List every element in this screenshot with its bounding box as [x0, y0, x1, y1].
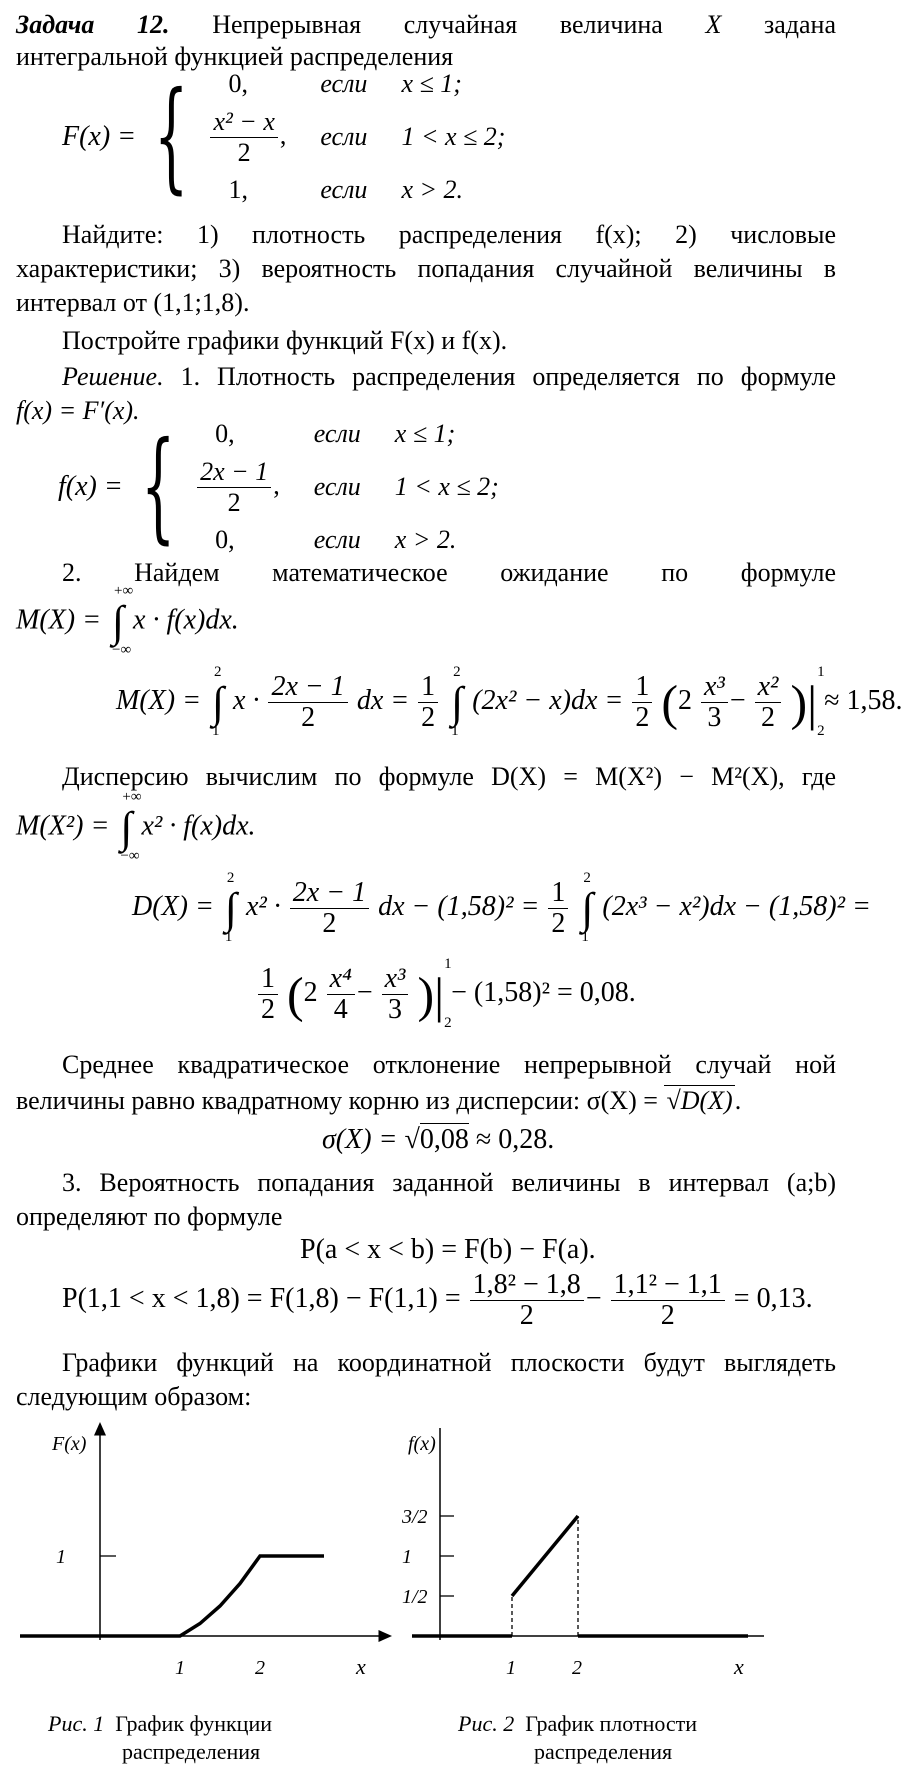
f-case-row: $\frac{2x - 1}{2}$ , если 1 < x ≤ 2; — [189, 454, 499, 520]
sigma-result: σ(X) = √0,08 ≈ 0,28. — [322, 1124, 555, 1155]
chart-f — [400, 1420, 780, 1690]
F-case-cond: 1 < x ≤ 2; — [401, 122, 506, 151]
F-case-word: если — [320, 122, 368, 151]
graphs-line-1: Графики функций на координатной плоскости будут выглядеть — [62, 1348, 836, 1377]
f-case-row — [189, 520, 499, 560]
dx-calc-line-2: $\frac{1}{2}$ (2 $\frac{\text{x⁴}}{4}$ − $\frac{\text{x³}}{3}$ )| 1 2 − (1,58)² = 0,08. — [256, 964, 636, 1025]
f-case-cond: x > 2. — [394, 525, 457, 554]
solution-text: 1. Плотность распределения определяется по формуле — [180, 362, 837, 391]
solution-line-1 — [16, 360, 836, 394]
x-tick-label: 2 — [572, 1657, 582, 1679]
F-case-row: $\frac{\text{x² − x}}{2}$ , если 1 < x ≤ 2; — [202, 104, 505, 170]
integral-sign: ∫ 2 1 — [581, 869, 594, 945]
task-line-1 — [16, 8, 836, 42]
sigma-line-2: величины равно квадратному корню из дисперсии: σ(X) = √D(X). — [16, 1086, 742, 1115]
y-tick-label: 1 — [56, 1546, 66, 1568]
f-definition — [58, 414, 499, 560]
task-line-2: интегральной функцией распределения — [16, 42, 454, 71]
f-case-word: если — [313, 472, 361, 501]
task-label: Задача 12. — [16, 10, 170, 39]
step3-line-1: 3. Вероятность попадания заданной величины в интервал (a;b) — [62, 1168, 836, 1197]
mx-calc: M(X) = ∫ 2 1 x · $\frac{2x - 1}{2}$ dx = $\frac{1}{2}$ ∫ 2 1 (2x² − x)dx = $\frac{1}{2}$ (2 $\frac{\text{x³}}{3}$ − $\frac{\text{x²}}{2}$ )| 1 2 ≈ 1,58. — [116, 663, 902, 739]
y-axis-label: f(x) — [408, 1433, 436, 1455]
f-lhs: f(x) = — [58, 471, 123, 502]
f-case-row — [189, 414, 499, 454]
disp-line-1: Дисперсию вычислим по формуле D(X) = M(X²) − M²(X), где — [62, 762, 836, 791]
caption-1: Рис. 1 График функции распределения — [48, 1711, 273, 1764]
series-line-1 — [512, 1516, 578, 1596]
caption-2: Рис. 2 График плотности распределения — [458, 1711, 698, 1764]
y-tick-label: 1/2 — [402, 1586, 428, 1608]
mx2-formula: M(X²) = ∫ +∞ −∞ x² · f(x)dx. — [16, 789, 256, 864]
solution-label: Решение. — [62, 362, 164, 391]
F-case-expr: 0, — [228, 69, 248, 98]
y-tick-label: 1 — [402, 1546, 412, 1568]
f-case-cond: 1 < x ≤ 2; — [394, 472, 499, 501]
f-brace: { — [140, 417, 176, 556]
series-line-0 — [20, 1556, 324, 1636]
prob-calc: P(1,1 < x < 1,8) = F(1,8) − F(1,1) = $\frac{\text{1,8² − 1,8}}{2}$ − $\frac{\text{1,1² − 1,1}}{2}$ = 0,13. — [62, 1269, 813, 1331]
graphs-line-2: следующим образом: — [16, 1382, 252, 1411]
y-axis-label: F(x) — [52, 1433, 87, 1455]
mx-formula: M(X) = ∫ +∞ −∞ x · f(x)dx. — [16, 583, 239, 658]
step3-line-2: определяют по формуле — [16, 1202, 283, 1231]
integral-sign: ∫ +∞ −∞ — [111, 583, 134, 658]
prob-formula: P(a < x < b) = F(b) − F(a). — [300, 1234, 596, 1265]
F-brace: { — [154, 67, 189, 206]
F-case-expr: 1, — [228, 175, 248, 204]
F-case-row — [202, 64, 505, 104]
F-definition — [62, 64, 505, 210]
F-case-cond: x ≤ 1; — [401, 69, 462, 98]
F-case-cond: x > 2. — [401, 175, 464, 204]
sqrt-dx: √D(X) — [666, 1086, 733, 1115]
f-case-cond: x ≤ 1; — [394, 419, 456, 448]
integral-sign: ∫ 2 1 — [224, 869, 237, 945]
f-case-expr: 0, — [215, 419, 235, 448]
F-lhs: F(x) = — [62, 121, 137, 152]
f-cases — [189, 414, 499, 560]
y-tick-label: 3/2 — [402, 1506, 428, 1528]
F-case-row — [202, 170, 505, 210]
chart-F — [20, 1420, 400, 1690]
build-line: Постройте графики функций F(x) и f(x). — [62, 326, 508, 355]
integral-sign: ∫ +∞ −∞ — [120, 789, 142, 864]
dx-calc-line-1: D(X) = ∫ 2 1 x² · $\frac{2x - 1}{2}$ dx − (1,58)² = $\frac{1}{2}$ ∫ 2 1 (2x³ − x²)dx − (1,58)² = — [132, 869, 871, 945]
f-case-expr: 0, — [215, 525, 235, 554]
F-case-frac: $\frac{\text{x² − x}}{2}$ — [210, 107, 277, 168]
x-axis-label: x — [734, 1654, 744, 1679]
F-case-word: если — [320, 69, 368, 98]
find-line-1: Найдите: 1) плотность распределения f(x); 2) числовые — [62, 220, 836, 249]
x-tick-label: 1 — [175, 1657, 185, 1679]
task-var: X — [705, 10, 722, 39]
find-line-3: интервал от (1,1;1,8). — [16, 288, 250, 317]
integral-sign: ∫ 2 1 — [451, 663, 464, 739]
x-tick-label: 2 — [255, 1657, 265, 1679]
f-case-word: если — [313, 419, 361, 448]
x-tick-label: 1 — [506, 1657, 516, 1679]
F-case-word: если — [320, 175, 368, 204]
step2-line-1: 2. Найдем математическое ожидание по формуле — [62, 558, 836, 587]
x-axis-label: x — [356, 1654, 366, 1679]
sigma-line-1: Среднее квадратическое отклонение непрерывной случай ной — [62, 1050, 836, 1079]
find-line-2: характеристики; 3) вероятность попадания случайной величины в — [16, 254, 836, 283]
f-case-word: если — [313, 525, 361, 554]
f-case-frac: $\frac{2x - 1}{2}$ — [197, 457, 271, 518]
solution-line-2: f(x) = F′(x). — [16, 396, 140, 425]
task-intro-rest: задана — [763, 10, 837, 39]
F-cases — [202, 64, 505, 210]
integral-sign: ∫ 2 1 — [211, 663, 225, 739]
task-intro: Непрерывная случайная величина — [212, 10, 663, 39]
